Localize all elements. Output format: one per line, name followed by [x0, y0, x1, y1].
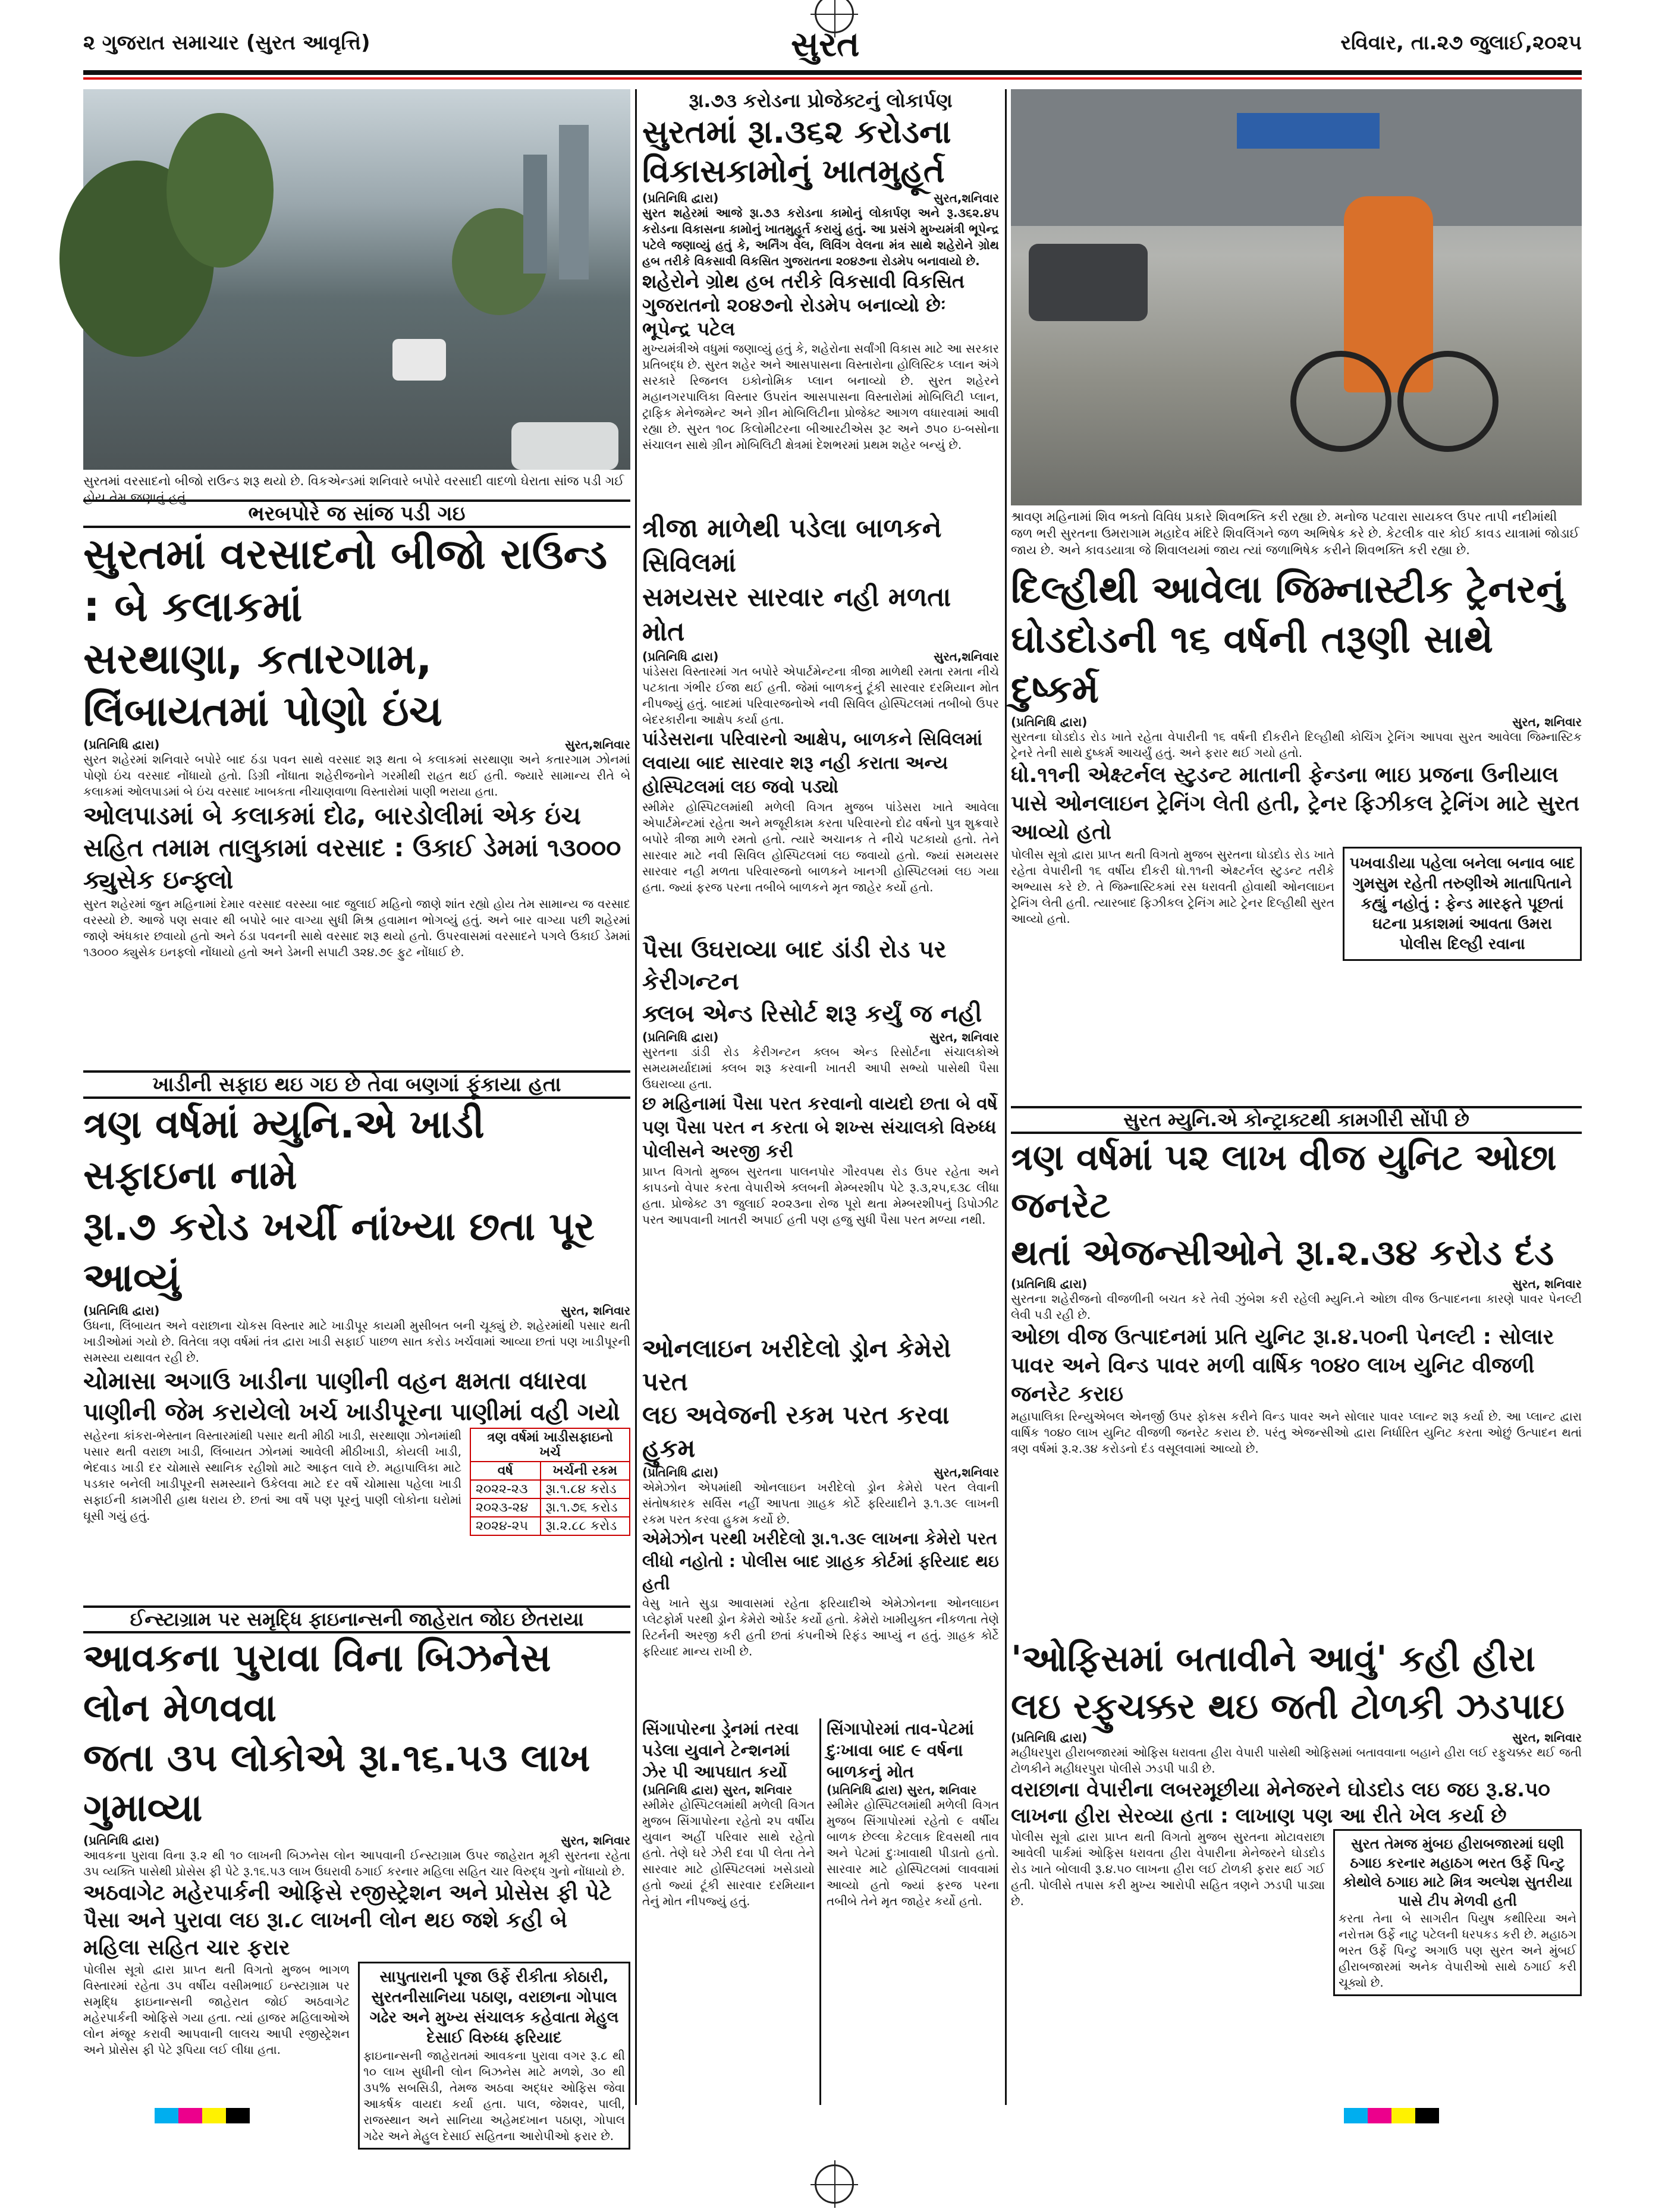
story-singapore-1-headline: સિંગાપોરના ડ્રેનમાં તરવા પડેલા યુવાને ટેન્શનમાં ઝેર પી આપઘાત કર્યો [642, 1719, 799, 1781]
story-tolki-body: પોલીસ સૂત્રો દ્વારા પ્રાપ્ત થતી વિગતો મુજબ સુરતના મોટાવરાછા આવેલી પાર્કમાં ઓફિસ ધરાવતા હીરા વેપારીના મેનેજરને ઘોડદોડ રોડ ખાતે બોલાવી રૂ.૪.૫૦ લાખના હીરા લઈ ટોળકી ફરાર થઈ ગઈ હતી. પોલીસે તપાસ કરી મુખ્ય આરોપી સહિત ત્રણને ઝડપી પાડ્યા છે. [1011, 1830, 1325, 1908]
story-vijunit-headline-1: ત્રણ વર્ષમાં ૫૨ લાખ વીજ યુનિટ ઓછા જનરેટ [1011, 1137, 1557, 1226]
story-club-lead: સુરતના ડાંડી રોડ કેરીગન્ટન ક્લબ એન્ડ રિસોર્ટના સંચાલકોએ સમયમર્યાદામાં ક્લબ શરૂ કરવાની ખાતરી આપી સભ્યો પાસેથી પૈસા ઉઘરાવ્યા હતા. [642, 1045, 999, 1091]
story-drone-headline-1: ઓનલાઇન ખરીદેલો ડ્રોન કેમેરો પરત [642, 1334, 951, 1396]
story-instagram-subhead: અઠવાગેટ મહેરપાર્કની ઓફિસે રજીસ્ટ્રેશન અને પ્રોસેસ ફી પેટે પૈસા અને પુરાવા લઇ રૂા.૮ લાખની લોન થઇ જશે કહી બે મહિલા સહિત ચાર ફરાર [83, 1881, 612, 1960]
story-lokarpan-subhead: શહેરોને ગ્રોથ હબ તરીકે વિકસાવી વિકસિત ગુજરાતનો ૨૦૪૭નો રોડમેપ બનાવ્યો છેઃ ભૂપેન્દ્ર પટેલ [642, 270, 965, 340]
story-vijunit-body: મહાપાલિકા રિન્યુએબલ એનર્જી ઉપર ફોકસ કરીને વિન્ડ પાવર અને સોલાર પાવર પ્લાન્ટ શરૂ કર્યા છે. આ પ્લાન્ટ દ્વારા વાર્ષિક ૧૦૪૦ લાખ યુનિટ વીજળી જનરેટ કરાય છે. પરંતુ એજન્સીઓ દ્વારા નિર્ધારિત યુનિટ કરતા ઓછું ઉત્પાદન થતાં ત્રણ વર્ષમાં રૂ.૨.૩૪ કરોડનો દંડ વસૂલવામાં આવ્યો છે. [1011, 1409, 1582, 1456]
story-rain-byline: (પ્રતિનિધિ દ્વારા) [83, 737, 160, 752]
khadi-table-title: ત્રણ વર્ષમાં ખાડીસફાઇનો ખર્ચ [470, 1428, 630, 1462]
story-khadi-body: સહેરના કાંકરા-ભેસ્તાન વિસ્તારમાંથી પસાર થતી મીઠી ખાડી, સરથાણા ઝોનમાંથી પસાર થતી વરાછા ખાડી, લિંબાયત ઝોનમાં આવેલી મીઠીખાડી, કોયલી ખાડી, ભેદવાડ ખાડી દર ચોમાસે સ્થાનિક રહીશો માટે આફત લાવે છે. મહાપાલિકા માટે પડકાર બનેલી ખાડીપૂરની સમસ્યાને ઉકેલવા માટે દર વર્ષે ચોમાસા પહેલા ખાડી સફાઈની કામગીરી હાથ ધરાય છે. છતાં આ વર્ષે પણ પૂરનું પાણી લોકોના ઘરોમાં ઘૂસી ગયું હતું. [83, 1428, 461, 1523]
story-instagram-lead: આવકના પુરાવા વિના રૂ.૨ થી ૧૦ લાખની બિઝનેસ લોન આપવાની ઈન્સ્ટાગ્રામ ઉપર જાહેરાત મૂકી સુરતના રહેતા ૩૫ વ્યક્તિ પાસેથી પ્રોસેસ ફી પેટે રૂ.૧૬.૫૩ લાખ ઉઘરાવી ઠગાઈ કરનાર મહિલા સહિત ચાર વિરુદ્ધ ગુનો નોંધાયો છે. [83, 1848, 630, 1878]
story-vijunit-subhead: ઓછા વીજ ઉત્પાદનમાં પ્રતિ યુનિટ રૂા.૪.૫૦ની પેનલ્ટી : સોલાર પાવર અને વિન્ડ પાવર મળી વાર્ષિક ૧૦૪૦ લાખ યુનિટ વીજળી જનરેટ કરાઇ [1011, 1325, 1554, 1406]
story-child [642, 511, 999, 928]
color-swatch [1368, 2108, 1391, 2123]
masthead-rule [83, 70, 1582, 75]
color-swatch [1391, 2108, 1415, 2123]
story-club-headline-1: પૈસા ઉઘરાવ્યા બાદ ડાંડી રોડ પર કેરીગન્ટન [642, 936, 947, 995]
color-swatch [178, 2108, 202, 2123]
column-rule-1 [635, 89, 637, 2105]
photo-kavad-caption: શ્રાવણ મહિનામાં શિવ ભક્તો વિવિધ પ્રકારે શિવભક્તિ કરી રહ્યા છે. મનોજ પટવારા સાયકલ ઉપર તાપી નદીમાંથી જળ ભરી સુરતના ઉમરાગામ મહાદેવ મંદિરે શિવલિંગને જળ અભિષેક કરે છે. કેટલીક વાર કોઈ કાવડ યાત્રામાં જોડાઈ જાય છે. અને કાવડયાત્રા જે શિવાલયમાં જાય ત્યાં જળાભિષેક કરીને શિવભક્તિ કરી રહ્યા છે. [1011, 510, 1579, 557]
print-color-bar-left [155, 2108, 250, 2123]
story-lokarpan-body: મુખ્યમંત્રીએ વધુમાં જણાવ્યું હતું કે, શહેરોના સર્વાંગી વિકાસ માટે આ સરકાર પ્રતિબદ્ધ છે. સુરત શહેર અને આસપાસના વિસ્તારોના હોલિસ્ટિક પ્લાન અંગે સરકારે રિજનલ ઇકોનોમિક પ્લાન બનાવ્યો છે. સુરત શહેરને મહાનગરપાલિકા વિસ્તાર ઉપરાંત આસપાસના વિસ્તારોમાં મોબિલિટી પ્લાન, ટ્રાફિક મેનેજમેન્ટ અને ગ્રીન મોબિલિટીના પ્રોજેક્ટ આગળ વધારવામાં આવી રહ્યા છે. સુરત ૧૦૮ કિલોમીટરના બીઆરટીએસ રૂટ અને ૭૫૦ ઇ-બસોના સંચાલન સાથે ગ્રીન મોબિલિટી ક્ષેત્રમાં દેશભરમાં પ્રથમ શહેર બન્યું છે. [642, 341, 999, 452]
story-khadi-lead: ઉધના, લિંબાયત અને વરાછાના ચોકસ વિસ્તાર માટે ખાડીપૂર કાયમી મુસીબત બની ચૂક્યું છે. શહેરમાંથી પસાર થતી ખાડીઓમાં ગયો છે. વિતેલા ત્રણ વર્ષમાં તંત્ર દ્વારા ખાડી સફાઈ પાછળ સાત કરોડ ખર્ચવામાં આવ્યા છતાં પણ ખાડીપૂરની સમસ્યા યથાવત રહી છે. [83, 1318, 630, 1365]
story-lokarpan-kicker: રૂા.૭૩ કરોડના પ્રોજેક્ટનું લોકાર્પણ [689, 89, 953, 112]
story-instagram [83, 1605, 630, 2143]
story-tolki-headline-1: 'ઓફિસમાં બતાવીને આવું' કહી હીરા [1011, 1638, 1535, 1680]
story-instagram-box-title: સાપુતારાની પૂજા ઉર્ફે રીકીતા કોઠારી, સુરતનીસાનિયા પઠાણ, વરાછાના ગોપાલ ગઢેર અને મુખ્ય સંચાલક કહેવાતા મેહુલ દેસાઈ વિરુધ્ધ ફરિયાદ [369, 1968, 619, 2047]
story-lokarpan [642, 89, 999, 505]
story-rain [83, 499, 630, 1070]
story-gymnast [1011, 565, 1582, 1100]
story-tolki-dateline: સુરત, શનિવાર [1512, 1730, 1582, 1745]
story-club-subhead: છ મહિનામાં પૈસા પરત કરવાનો વાયદો છતા બે વર્ષે પણ પૈસા પરત ન કરતા બે શખ્સ સંચાલકો વિરુધ્ધ પોલીસને અરજી કરી [642, 1094, 998, 1162]
story-khadi-byline: (પ્રતિનિધિ દ્વારા) [83, 1303, 160, 1318]
story-gymnast-dateline: સુરત, શનિવાર [1512, 715, 1582, 729]
story-khadi-subhead: ચોમાસા અગાઉ ખાડીના પાણીની વહન ક્ષમતા વધારવા પાણીની જેમ કરાયેલો ખર્ચ ખાડીપૂરના પાણીમાં વહી ગયો [83, 1368, 620, 1426]
story-vijunit [1011, 1106, 1582, 1629]
table-cell: રૂા.૧.૭૬ કરોડ [541, 1498, 630, 1517]
story-singapore-2 [827, 1718, 999, 2105]
story-vijunit-headline-2: થતાં એજન્સીઓને રૂા.૨.૩૪ કરોડ દંડ [1011, 1232, 1554, 1274]
story-khadi-headline-2: રૂા.૭ કરોડ ખર્ચી નાંખ્યા છતા પૂર આવ્યું [83, 1204, 595, 1300]
story-gymnast-body: પોલીસ સૂત્રો દ્વારા પ્રાપ્ત થતી વિગતો મુજબ સુરતના ઘોડદોડ રોડ ખાતે રહેતા વેપારીની ૧૬ વર્ષીય દીકરી ધો.૧૧ની એક્ષ્ટર્નલ સ્ટુડન્ટ તરીકે અભ્યાસ કરે છે. તે જિમ્નાસ્ટિકમાં રસ ધરાવતી હોવાથી ઓનલાઇન ટ્રેનિંગ લેતી હતી. ત્યારબાદ ફિઝીકલ ટ્રેનિંગ માટે ટ્રેનર દિલ્હીથી સુરત આવ્યો હતો. [1011, 847, 1334, 926]
story-rain-dateline: સુરત,શનિવાર [565, 737, 630, 752]
story-instagram-headline-2: જતા ૩૫ લોકોએ રૂા.૧૬.૫૩ લાખ ગુમાવ્યા [83, 1736, 590, 1830]
table-cell: રૂા.૨.૮૮ કરોડ [541, 1517, 630, 1535]
story-singapore-2-headline: સિંગાપોરમાં તાવ-પેટમાં દુઃખાવા બાદ ૯ વર્ષના બાળકનું મોત [827, 1719, 974, 1781]
photo-kavad-cyclist [1011, 89, 1582, 505]
story-club-body: પ્રાપ્ત વિગતો મુજબ સુરતના પાલનપોર ગૌરવપથ રોડ ઉપર રહેતા અને કાપડનો વેપાર કરતા વેપારીએ ક્લબની મેમ્બરશીપ પેટે રૂ.૩,૨૫,૬૩૮ લીધા હતા. પ્રોજેક્ટ ૩૧ જુલાઈ ૨૦૨૩ના રોજ પૂરો થતા મેમ્બરશીપનું ડિપોઝીટ પરત આપવાની ખાતરી અપાઈ હતી પણ હજુ સુધી પૈસા પરત મળ્યા નથી. [642, 1164, 999, 1227]
story-gymnast-headline-1: દિલ્હીથી આવેલા જિમ્નાસ્ટીક ટ્રેનરનું [1011, 568, 1565, 612]
story-khadi-headline-1: ત્રણ વર્ષમાં મ્યુનિ.એ ખાડી સફાઇના નામે [83, 1101, 485, 1198]
story-singapore-1 [642, 1718, 815, 2105]
story-tolki-box-body: કરતા તેના બે સાગરીત પિયુષ કથીરિયા અને નરોત્તમ ઉર્ફે નાટુ પટેલની ધરપકડ કરી છે. મહાઠગ ભરત ઉર્ફે પિન્ટુ અગાઉ પણ સુરત અને મુંબઈ હીરાબજારમાં અનેક વેપારીઓ સાથે ઠગાઈ કરી ચૂક્યો છે. [1339, 1911, 1576, 1990]
story-drone-body: વેસુ ખાતે સુડા આવાસમાં રહેતા ફરિયાદીએ એમેઝોનના ઓનલાઇન પ્લેટફોર્મ પરથી ડ્રોન કેમેરો ઓર્ડર કર્યો હતો. કેમેરો ખામીયુક્ત નીકળતા તેણે રિટર્નની અરજી કરી હતી છતાં કંપનીએ રિફંડ આપ્યું ન હતું. ગ્રાહક કોર્ટે ફરિયાદ માન્ય રાખી છે. [642, 1596, 999, 1658]
story-singapore-1-byline: (પ્રતિનિધિ દ્વારા) સુરત, શનિવાર [642, 1783, 793, 1797]
story-tolki-box-headline: સુરત તેમજ મુંબઇ હીરાબજારમાં ઘણી ઠગાઇ કરનાર મહાઠગ ભરત ઉર્ફે પિન્ટુ કોથોલે ઠગાઇ માટે મિત્ર અલ્પેશ સુતરીયા પાસે ટીપ મેળવી હતી [1342, 1836, 1573, 1909]
story-gymnast-box [1343, 847, 1582, 961]
story-child-headline-1: ત્રીજા માળેથી પડેલા બાળકને સિવિલમાં [642, 513, 942, 578]
story-tolki-lead: મહીધરપુરા હીરાબજારમાં ઓફિસ ધરાવતા હીરા વેપારી પાસેથી ઓફિસમાં બતાવવાના બહાને હીરા લઈ રફુચક્કર થઈ જતી ટોળકીને મહીધરપુરા પોલીસે ઝડપી પાડી છે. [1011, 1745, 1582, 1776]
masthead-city: સુરત [791, 24, 860, 64]
table-cell: ૨૦૨૨-૨૩ [470, 1480, 541, 1498]
masthead-edition: ૨ ગુજરાત સમાચાર (સુરત આવૃત્તિ) [83, 31, 370, 55]
story-rain-headline-1: સુરતમાં વરસાદનો બીજો રાઉન્ડ : બે કલાકમાં [83, 530, 608, 631]
color-swatch [226, 2108, 250, 2123]
column-rule-brief [819, 1718, 821, 2105]
story-vijunit-dateline: સુરત, શનિવાર [1512, 1277, 1582, 1291]
table-row [470, 1498, 630, 1517]
story-club [642, 934, 999, 1326]
story-gymnast-lead: સુરતના ઘોડદોડ રોડ ખાતે રહેતા વેપારીની ૧૬ વર્ષની દીકરીને દિલ્હીથી કોચિંગ ટ્રેનિંગ આપવા સુરત આવેલા જિમ્નાસ્ટિક ટ્રેનરે તેની સાથે દુષ્કર્મ આચર્યું હતું. અને ફરાર થઈ ગયો હતો. [1011, 730, 1582, 760]
khadi-table-header-year: વર્ષ [470, 1462, 541, 1480]
story-child-headline-2: સમયસર સારવાર નહી મળતા મોત [642, 582, 951, 647]
photo-rain-road [83, 89, 630, 470]
story-drone-byline: (પ્રતિનિધિ દ્વારા) [642, 1465, 719, 1479]
story-drone-headline-2: લઇ અવેજની રકમ પરત કરવા હુકમ [642, 1400, 950, 1463]
story-child-dateline: સુરત,શનિવાર [934, 649, 999, 664]
table-cell: રૂા.૧.૮૪ કરોડ [541, 1480, 630, 1498]
story-lokarpan-byline: (પ્રતિનિધિ દ્વારા) [642, 191, 719, 205]
story-child-byline: (પ્રતિનિધિ દ્વારા) [642, 649, 719, 664]
story-drone-subhead: એમેઝોન પરથી ખરીદેલો રૂા.૧.૩૯ લાખના કેમેરો પરત લીધો નહોતો : પોલીસ બાદ ગ્રાહક કોર્ટમાં ફરિયાદ થઇ હતી [642, 1529, 999, 1594]
story-tolki [1011, 1635, 1582, 2105]
story-vijunit-lead: સુરતના શહેરીજનો વીજળીની બચત કરે તેવી ઝુંબેશ કરી રહેલી મ્યુનિ.ને ઓછા વીજ ઉત્પાદનના કારણે પાવર પેનલ્ટી લેવી પડી રહી છે. [1011, 1292, 1582, 1322]
column-rule-2 [1005, 89, 1007, 2105]
story-instagram-kicker: ઈન્સ્ટાગ્રામ પર સમૃદ્ધિ ફાઇનાન્સની જાહેરાત જોઇ છેતરાયા [83, 1605, 630, 1633]
story-gymnast-byline: (પ્રતિનિધિ દ્વારા) [1011, 715, 1088, 729]
khadi-expense-table [470, 1428, 630, 1536]
khadi-expense-table-box [470, 1428, 630, 1536]
color-swatch [1344, 2108, 1368, 2123]
registration-mark-bottom [815, 2164, 854, 2204]
story-drone-dateline: સુરત,શનિવાર [934, 1465, 999, 1479]
table-cell: ૨૦૨૪-૨૫ [470, 1517, 541, 1535]
story-gymnast-headline-2: ઘોડદોડની ૧૬ વર્ષની તરૂણી સાથે દુષ્કર્મ [1011, 618, 1493, 712]
story-child-subhead: પાંડેસરાના પરિવારનો આક્ષેપ, બાળકને સિવિલમાં લવાયા બાદ સારવાર શરૂ નહી કરાતા અન્ય હોસ્પિટલમાં લઇ જવો પડ્યો [642, 729, 983, 797]
story-lokarpan-lead: સુરત શહેરમાં આજે રૂા.૭૩ કરોડના કામોનું લોકાર્પણ અને રૂ.૩૬૨.૪૫ કરોડના વિકાસના કામોનું ખાતમુહૂર્ત કરાયું હતું. આ પ્રસંગે મુખ્યમંત્રી ભૂપેન્દ્ર પટેલે જણાવ્યું હતું કે, અર્નિંગ વેલ, લિવિંગ વેલના મંત્ર સાથે શહેરોને ગ્રોથ હબ તરીકે વિકસાવી વિકસિત ગુજરાતના ૨૦૪૭ના રોડમેપ બનાવાયો છે. [642, 206, 999, 268]
story-vijunit-kicker: સુરત મ્યુનિ.એ કોન્ટ્રાક્ટથી કામગીરી સોંપી છે [1011, 1106, 1582, 1134]
story-singapore-2-body: સ્મીમેર હોસ્પિટલમાંથી મળેલી વિગત મુજબ સિંગાપોરમાં રહેતો ૯ વર્ષીય બાળક છેલ્લા કેટલાક દિવસથી તાવ અને પેટમાં દુઃખાવાથી પીડાતો હતો. સારવાર માટે હોસ્પિટલમાં લાવવામાં આવ્યો હતો જ્યાં ફરજ પરના તબીબે તેને મૃત જાહેર કર્યો હતો. [827, 1798, 999, 1908]
story-rain-kicker: ભરબપોરે જ સાંજ પડી ગઇ [83, 499, 630, 528]
story-instagram-box [358, 1962, 630, 2150]
masthead-red-rule [83, 77, 1582, 80]
story-rain-subhead: ઓલપાડમાં બે કલાકમાં દોઢ, બારડોલીમાં એક ઇંચ સહિત તમામ તાલુકામાં વરસાદ : ઉકાઈ ડેમમાં ૧૩૦૦૦ ક્યુસેક ઇન્ફ્લો [83, 801, 621, 894]
story-club-dateline: સુરત, શનિવાર [929, 1030, 999, 1044]
story-rain-headline-2: સરથાણા, કતારગામ, લિંબાયતમાં પોણો ઇંચ [83, 634, 442, 736]
color-swatch [202, 2108, 226, 2123]
story-instagram-body: પોલીસ સૂત્રો દ્વારા પ્રાપ્ત થતી વિગતો મુજબ ભાગળ વિસ્તારમાં રહેતા ૩૫ વર્ષીય વસીમભાઈ ઇન્સ્ટાગ્રામ પર સમૃદ્ધિ ફાઇનાન્સની જાહેરાત જોઈ અઠવાગેટ મહેરપાર્કની ઓફિસે ગયા હતા. ત્યાં હાજર મહિલાઓએ લોન મંજૂર કરાવી આપવાની લાલચ આપી રજીસ્ટ્રેશન અને પ્રોસેસ ફી પેટે રૂપિયા લઈ લીધા હતા. [83, 1962, 350, 2057]
story-child-body: સ્મીમેર હોસ્પિટલમાંથી મળેલી વિગત મુજબ પાંડેસરા ખાતે આવેલા એપાર્ટમેન્ટમાં રહેતા અને મજૂરીકામ કરતા પરિવારનો દોઢ વર્ષનો પુત્ર શુક્રવારે બપોરે ત્રીજા માળે રમતો હતો. ત્યારે અચાનક તે નીચે પટકાયો હતો. તેને સારવાર માટે નવી સિવિલ હોસ્પિટલમાં લઇ જવાયો હતો. જ્યાં સમયસર સારવાર નહી મળતા પરિવારજનો બાળકને ખાનગી હોસ્પિટલમાં લઇ ગયા હતા. જ્યાં ફરજ પરના તબીબે બાળકને મૃત જાહેર કર્યો હતો. [642, 800, 999, 894]
table-row [470, 1480, 630, 1498]
story-lokarpan-headline-2: વિકાસકામોનું ખાતમુહૂર્ત [642, 152, 945, 190]
story-instagram-byline: (પ્રતિનિધિ દ્વારા) [83, 1833, 160, 1847]
table-cell: ૨૦૨૩-૨૪ [470, 1498, 541, 1517]
story-child-lead: પાંડેસરા વિસ્તારમાં ગત બપોરે એપાર્ટમેન્ટના ત્રીજા માળેથી રમતા રમતા નીચે પટકાતા ગંભીર ઈજા થઈ હતી. જેમાં બાળકનું ટૂંકી સારવાર દરમિયાન મોત નીપજ્યું હતું. બાદમાં પરિવારજનોએ નવી સિવિલ હોસ્પિટલમાં તબીબો ઉપર બેદરકારીના આક્ષેપ કર્યા હતા. [642, 664, 999, 727]
story-tolki-byline: (પ્રતિનિધિ દ્વારા) [1011, 1730, 1088, 1745]
story-rain-body: સુરત શહેરમાં શનિવારે બપોરે બાદ ઠંડા પવન સાથે વરસાદ શરૂ થતા બે કલાકમાં સરથાણા અને કતારગામ ઝોનમાં પોણો ઇંચ વરસાદ નોંધાયો હતો. ડિગ્રી નોંધાતા શહેરીજનોને ગરમીથી રાહત થઈ હતી. જ્યારે સામાન્ય રીતે બે કલાકમાં ઓલપાડમાં બે ઇંચ વરસાદ ખાબકતા નીચાણવાળા વિસ્તારોમાં પાણી ભરાયા હતા. [83, 752, 630, 799]
story-khadi-kicker: ખાડીની સફાઇ થઇ ગઇ છે તેવા બણગાં ફૂંકાયા હતા [83, 1070, 630, 1099]
story-tolki-subhead: વરાછાના વેપારીના લબરમૂછીયા મેનેજરને ઘોડદોડ લઇ જઇ રૂ.૪.૫૦ લાખના હીરા સેરવ્યા હતા : લાખાણ પણ આ રીતે ખેલ કર્યા છે [1011, 1778, 1550, 1828]
story-singapore-1-body: સ્મીમેર હોસ્પિટલમાંથી મળેલી વિગત મુજબ સિંગાપોરના રહેતો ૨૫ વર્ષીય યુવાન અહીં પરિવાર સાથે રહેતો હતો. તેણે ઘરે ઝેરી દવા પી લેતા તેને સારવાર માટે હોસ્પિટલમાં ખસેડાયો હતો જ્યાં ટૂંકી સારવાર દરમિયાન તેનું મોત નીપજ્યું હતું. [642, 1798, 815, 1908]
story-lokarpan-headline-1: સુરતમાં રૂા.૩૬૨ કરોડના [642, 113, 951, 150]
story-tolki-headline-2: લઇ રફુચક્કર થઇ જતી ટોળકી ઝડપાઇ [1011, 1686, 1565, 1727]
color-swatch [155, 2108, 178, 2123]
masthead-date: રવિવાર, તા.૨૭ જુલાઈ,૨૦૨૫ [1340, 31, 1582, 55]
story-gymnast-subhead: ધો.૧૧ની એક્ષ્ટર્નલ સ્ટુડન્ટ માતાની ફેન્ડના ભાઇ પ્રજના ઉનીયાલ પાસે ઓનલાઇન ટ્રેનિંગ લેતી હતી, ટ્રેનર ફિઝીકલ ટ્રેનિંગ માટે સુરત આવ્યો હતો [1011, 763, 1580, 844]
story-club-byline: (પ્રતિનિધિ દ્વારા) [642, 1030, 719, 1044]
story-gymnast-box-headline: પખવાડીયા પહેલા બનેલા બનાવ બાદ ગુમસુમ રહેતી તરુણીએ માતાપિતાને કહ્યું નહોતું : ફેન્ડ મારફતે પૂછતાં ઘટના પ્રકાશમાં આવતા ઉમરા પોલીસ દિલ્હી રવાના [1349, 854, 1575, 953]
story-rain-body-2: સુરત શહેરમાં જુન મહિનામાં દેમાર વરસાદ વરસ્યા બાદ જુલાઈ મહિનો જાણે શાંત રહ્યો હોય તેમ સામાન્ય જ વરસાદ વરસ્યો છે. આજે પણ સવાર થી બપોરે બાર વાગ્યા સુધી મિશ્ર હવામાન ભોગવ્યું હતું. અને બાર વાગ્યા પછી શહેરમાં જાણે અંધકાર છવાયો હતો અને ઠંડા પવનની સાથે વરસાદ શરૂ થયો હતો. ઉપરવાસમાં વરસાદને પગલે ઉકાઈ ડેમમાં ૧૩૦૦૦ ક્યુસેક ઇનફ્લો નોંધાયો હતો અને ડેમની સપાટી ૩૨૪.૭૯ ફુટ નોંધાઈ છે. [83, 897, 630, 959]
story-instagram-box-body: ફાઇનાન્સની જાહેરાતમાં આવકના પુરાવા વગર રૂ.૮ થી ૧૦ લાખ સુધીની લોન બિઝનેસ માટે મળશે, ૩૦ થી ૩૫% સબસિડી, તેમજ અઠવા અદ્ધર ઓફિસ જેવા આકર્ષક વાયદા કર્યા હતા. પાલ, જેશવર, પાલી, રાજસ્થાન અને સાનિયા અહેમદખાન પઠાણ, ગોપાલ ગઢેર અને મેહુલ દેસાઈ સહિતના આરોપીઓ ફરાર છે. [363, 2048, 625, 2143]
story-instagram-headline-1: આવકના પુરાવા વિના બિઝનેસ લોન મેળવવા [83, 1636, 551, 1730]
photo-rain-caption: સુરતમાં વરસાદનો બીજો રાઉન્ડ શરૂ થયો છે. વિકએન્ડમાં શનિવારે બપોરે વરસાદી વાદળો ઘેરાતા સાંજ પડી ગઈ હોય તેમ જણાતું હતું. [83, 474, 624, 505]
story-lokarpan-dateline: સુરત,શનિવાર [934, 191, 999, 205]
story-tolki-box [1333, 1829, 1582, 1996]
print-color-bar-right [1344, 2108, 1439, 2123]
color-swatch [1415, 2108, 1439, 2123]
story-instagram-dateline: સુરત, શનિવાર [561, 1833, 630, 1847]
story-drone-lead: એમેઝોન એપમાંથી ઓનલાઇન ખરીદેલો ડ્રોન કેમેરો પરત લેવાની સંતોષકારક સર્વિસ નહીં આપતા ગ્રાહક કોર્ટે ફરિયાદીને રૂ.૧.૩૯ લાખની રકમ પરત કરવા હુકમ કર્યો છે. [642, 1480, 999, 1526]
story-vijunit-byline: (પ્રતિનિધિ દ્વારા) [1011, 1277, 1088, 1291]
story-singapore-2-byline: (પ્રતિનિધિ દ્વારા) સુરત, શનિવાર [827, 1783, 977, 1797]
khadi-table-header-amount: ખર્ચની રકમ [541, 1462, 630, 1480]
table-row [470, 1517, 630, 1535]
story-khadi [83, 1070, 630, 1605]
story-khadi-dateline: સુરત, શનિવાર [561, 1303, 630, 1318]
story-club-headline-2: ક્લબ એન્ડ રિસોર્ટ શરૂ કર્યું જ નહી [642, 1000, 982, 1028]
story-drone [642, 1332, 999, 1713]
